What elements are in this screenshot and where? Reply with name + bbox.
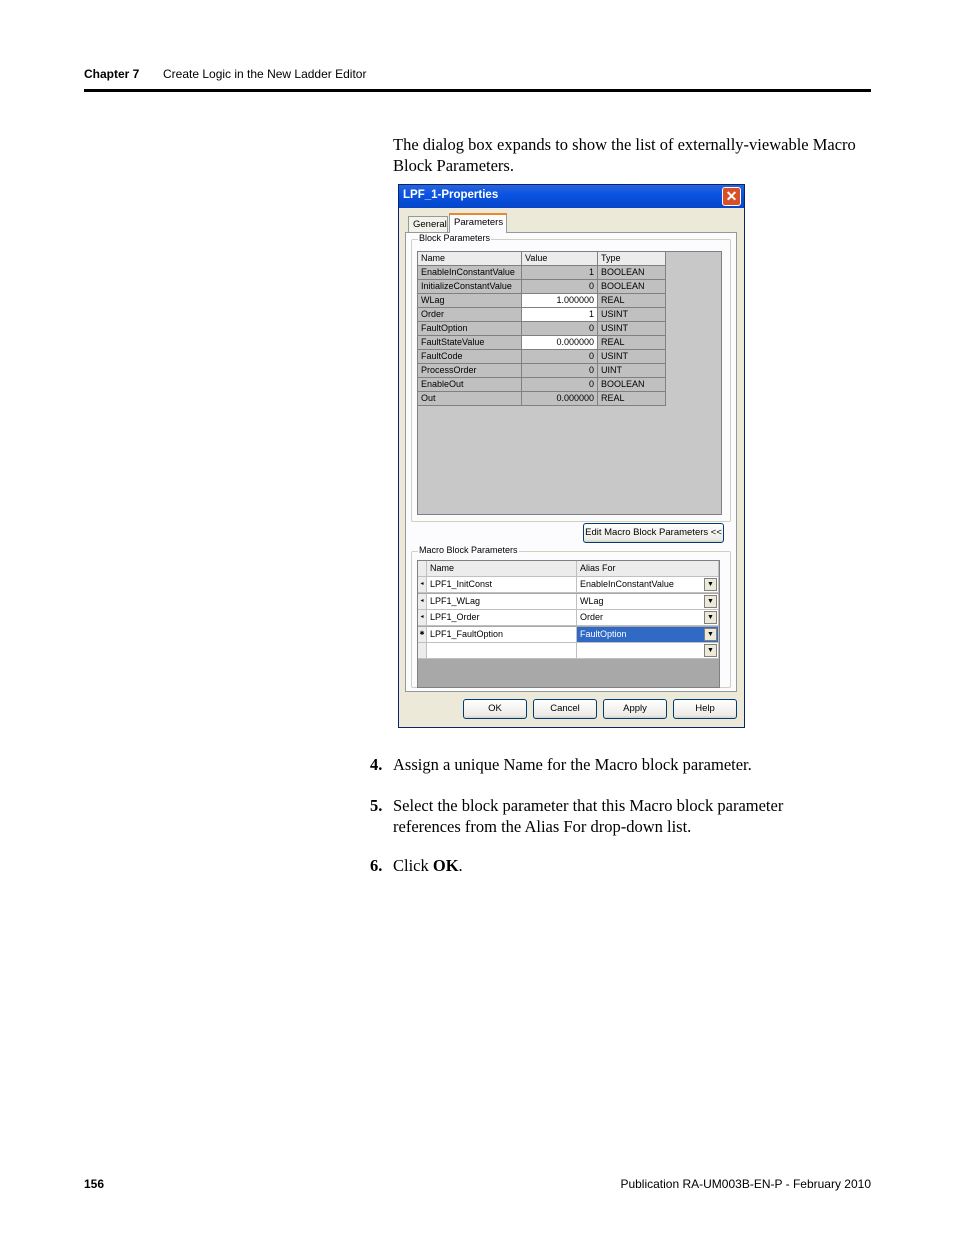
- chevron-down-icon[interactable]: ▼: [704, 644, 717, 657]
- param-name-cell: Out: [418, 392, 522, 406]
- param-name-cell: FaultOption: [418, 322, 522, 336]
- param-type-cell: UINT: [598, 364, 666, 378]
- table-row[interactable]: [418, 378, 667, 392]
- chevron-down-icon[interactable]: ▼: [704, 611, 717, 624]
- param-type-cell: REAL: [598, 294, 666, 308]
- table-row[interactable]: [418, 280, 667, 294]
- param-name-cell: ProcessOrder: [418, 364, 522, 378]
- apply-button[interactable]: Apply: [603, 699, 667, 719]
- table-row[interactable]: [418, 336, 667, 350]
- alias-for-value: EnableInConstantValue: [580, 579, 674, 589]
- alias-for-select[interactable]: [577, 594, 719, 610]
- param-type-cell: BOOLEAN: [598, 378, 666, 392]
- param-name-cell: WLag: [418, 294, 522, 308]
- table-row[interactable]: [418, 392, 667, 406]
- grid-header-row: [418, 561, 719, 577]
- alias-for-select[interactable]: [577, 627, 719, 643]
- param-name-cell: EnableOut: [418, 378, 522, 392]
- list-item[interactable]: [418, 594, 719, 610]
- param-value-cell[interactable]: 1: [522, 308, 598, 322]
- tab-parameters[interactable]: Parameters: [449, 213, 507, 233]
- edit-macro-block-parameters-button[interactable]: Edit Macro Block Parameters <<: [583, 523, 724, 543]
- alias-for-select[interactable]: [577, 610, 719, 626]
- row-selector-icon[interactable]: ✱: [418, 627, 427, 643]
- param-value-cell: 0: [522, 350, 598, 364]
- param-name-cell: FaultCode: [418, 350, 522, 364]
- macro-name-input[interactable]: LPF1_InitConst: [427, 577, 577, 593]
- macro-parameters-grid: [417, 560, 720, 688]
- step-text: Click OK.: [393, 856, 463, 875]
- row-selector-icon[interactable]: ◂: [418, 577, 427, 593]
- list-item[interactable]: [418, 577, 719, 593]
- alias-for-select[interactable]: [577, 643, 719, 659]
- grid-header-row: [418, 252, 667, 266]
- table-row[interactable]: [418, 350, 667, 364]
- cancel-button[interactable]: Cancel: [533, 699, 597, 719]
- column-header-value: Value: [522, 252, 598, 266]
- dialog-title: LPF_1-Properties: [403, 189, 499, 201]
- param-name-cell: Order: [418, 308, 522, 322]
- macro-name-input[interactable]: LPF1_WLag: [427, 594, 577, 610]
- alias-for-value: Order: [580, 612, 604, 622]
- step-number: 6.: [370, 856, 383, 875]
- alias-for-value: FaultOption: [580, 628, 627, 639]
- param-name-cell: InitializeConstantValue: [418, 280, 522, 294]
- intro-paragraph: The dialog box expands to show the list of externally-viewable Macro Block Parameters.: [393, 135, 856, 175]
- param-value-cell: 0.000000: [522, 392, 598, 406]
- row-selector-header: [418, 561, 427, 577]
- header-rule: [84, 89, 871, 92]
- list-item[interactable]: [418, 627, 719, 643]
- param-value-cell: 0: [522, 364, 598, 378]
- param-type-cell: REAL: [598, 336, 666, 350]
- column-header-alias: Alias For: [577, 561, 719, 577]
- publication-info: Publication RA-UM003B-EN-P - February 2010: [620, 1177, 871, 1191]
- step-text: Select the block parameter that this Macro block parameter references from the Alias For drop-down list.: [393, 796, 784, 836]
- row-selector-icon[interactable]: [418, 643, 427, 659]
- param-value-cell: 1: [522, 266, 598, 280]
- properties-dialog: [398, 184, 745, 728]
- param-name-cell: EnableInConstantValue: [418, 266, 522, 280]
- list-item[interactable]: [418, 610, 719, 626]
- param-value-cell: 0: [522, 322, 598, 336]
- param-value-cell: 0: [522, 378, 598, 392]
- macro-parameters-label: Macro Block Parameters: [419, 545, 518, 555]
- table-row[interactable]: [418, 364, 667, 378]
- close-icon[interactable]: ✕: [722, 187, 741, 206]
- alias-for-value: WLag: [580, 595, 604, 606]
- chevron-down-icon[interactable]: ▼: [704, 628, 717, 641]
- column-header-name: Name: [418, 252, 522, 266]
- column-header-type: Type: [598, 252, 666, 266]
- ok-emphasis: OK: [432, 856, 459, 875]
- block-parameters-label: Block Parameters: [419, 233, 491, 243]
- chevron-down-icon[interactable]: ▼: [704, 578, 717, 591]
- param-value-cell[interactable]: 1.000000: [522, 294, 598, 308]
- row-selector-icon[interactable]: ◂: [418, 594, 427, 610]
- column-header-name: Name: [427, 561, 577, 577]
- chapter-title: Create Logic in the New Ladder Editor: [163, 67, 367, 81]
- chapter-label: Chapter 7: [84, 67, 140, 81]
- param-type-cell: BOOLEAN: [598, 266, 666, 280]
- list-item[interactable]: [418, 643, 719, 659]
- help-button[interactable]: Help: [673, 699, 737, 719]
- param-name-cell: FaultStateValue: [418, 336, 522, 350]
- row-selector-icon[interactable]: ◂: [418, 610, 427, 626]
- tab-general[interactable]: General: [408, 216, 448, 233]
- chevron-down-icon[interactable]: ▼: [704, 595, 717, 608]
- ok-button[interactable]: OK: [463, 699, 527, 719]
- table-row[interactable]: [418, 322, 667, 336]
- parameters-tab-panel: [405, 232, 737, 692]
- step-number: 5.: [370, 796, 383, 815]
- param-value-cell[interactable]: 0.000000: [522, 336, 598, 350]
- macro-name-input[interactable]: [427, 643, 577, 659]
- macro-name-input[interactable]: LPF1_FaultOption: [427, 627, 577, 643]
- param-type-cell: USINT: [598, 350, 666, 364]
- alias-for-select[interactable]: [577, 577, 719, 593]
- block-parameters-grid: [417, 251, 722, 515]
- table-row[interactable]: [418, 266, 667, 280]
- macro-name-input[interactable]: LPF1_Order: [427, 610, 577, 626]
- param-type-cell: USINT: [598, 308, 666, 322]
- param-type-cell: USINT: [598, 322, 666, 336]
- table-row[interactable]: [418, 308, 667, 322]
- step-number: 4.: [370, 755, 383, 774]
- param-value-cell: 0: [522, 280, 598, 294]
- dialog-titlebar[interactable]: [399, 185, 744, 208]
- step-text: Assign a unique Name for the Macro block parameter.: [393, 755, 752, 774]
- table-row[interactable]: [418, 294, 667, 308]
- param-type-cell: BOOLEAN: [598, 280, 666, 294]
- page-number: 156: [84, 1177, 105, 1191]
- param-type-cell: REAL: [598, 392, 666, 406]
